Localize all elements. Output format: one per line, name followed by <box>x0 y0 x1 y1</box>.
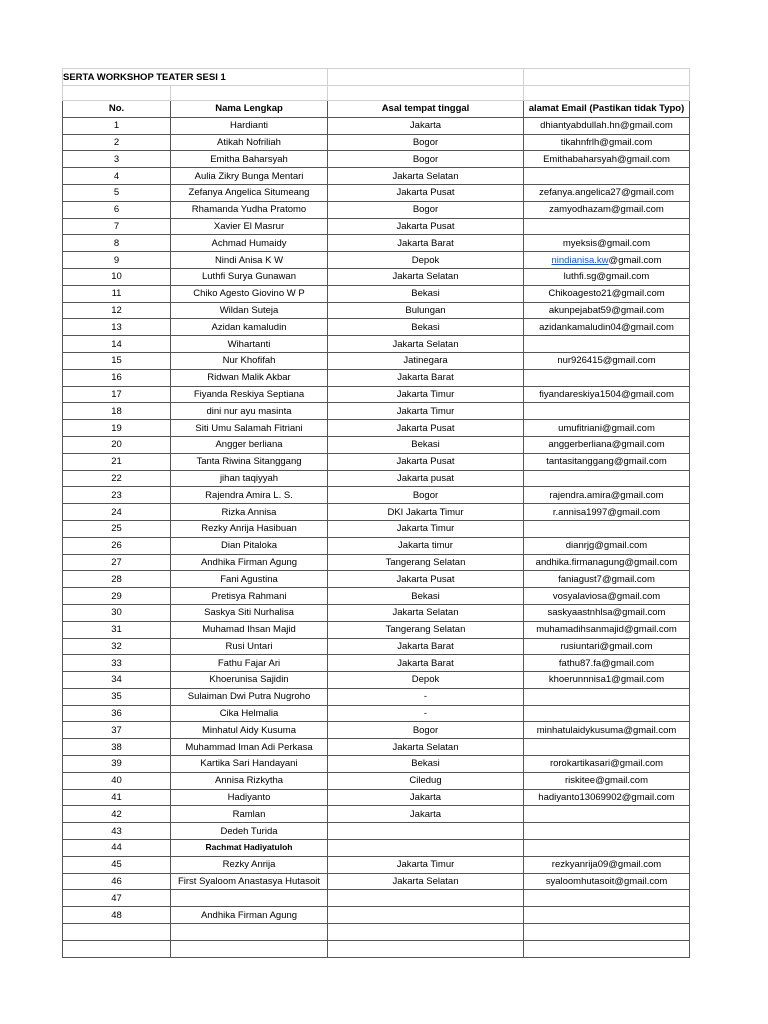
table-row <box>63 621 690 638</box>
cell-no[interactable]: 40 <box>63 772 171 789</box>
cell-no[interactable]: 42 <box>63 806 171 823</box>
table-row <box>63 907 690 924</box>
cell-name[interactable]: Tanta Riwina Sitanggang <box>171 453 328 470</box>
cell-no[interactable]: 48 <box>63 907 171 924</box>
cell-no[interactable]: 9 <box>63 252 171 269</box>
cell-name[interactable]: Rusi Untari <box>171 638 328 655</box>
table-row <box>63 571 690 588</box>
cell-name[interactable]: Fathu Fajar Ari <box>171 655 328 672</box>
table-row <box>63 705 690 722</box>
cell-city[interactable]: Depok <box>328 252 524 269</box>
cell-city[interactable]: Jakarta pusat <box>328 470 524 487</box>
cell-no[interactable]: 29 <box>63 588 171 605</box>
cell-email[interactable] <box>524 806 690 823</box>
table-row <box>63 369 690 386</box>
table-row <box>63 134 690 151</box>
cell-email[interactable]: tikahnfrlh@gmail.com <box>524 134 690 151</box>
cell-no[interactable]: 2 <box>63 134 171 151</box>
cell-email[interactable]: umufitriani@gmail.com <box>524 420 690 437</box>
table-row <box>63 168 690 185</box>
cell-city[interactable]: Jakarta <box>328 789 524 806</box>
empty-cell[interactable] <box>328 86 524 101</box>
cell-email[interactable]: Emithabaharsyah@gmail.com <box>524 151 690 168</box>
cell-city[interactable] <box>328 823 524 840</box>
cell-city[interactable]: - <box>328 688 524 705</box>
cell-no[interactable]: 25 <box>63 520 171 537</box>
cell-no[interactable]: 41 <box>63 789 171 806</box>
cell-no[interactable]: 17 <box>63 386 171 403</box>
cell-no[interactable]: 27 <box>63 554 171 571</box>
cell-city[interactable] <box>328 907 524 924</box>
cell-no[interactable]: 39 <box>63 756 171 773</box>
cell-email[interactable] <box>524 336 690 353</box>
cell-email[interactable]: riskitee@gmail.com <box>524 772 690 789</box>
cell-no[interactable]: 34 <box>63 672 171 689</box>
cell-name[interactable]: Rajendra Amira L. S. <box>171 487 328 504</box>
cell-email[interactable]: syaloomhutasoit@gmail.com <box>524 873 690 890</box>
cell-email[interactable]: tantasitanggang@gmail.com <box>524 453 690 470</box>
cell-no[interactable]: 6 <box>63 201 171 218</box>
email-domain: @gmail.com <box>608 254 662 266</box>
table-row <box>63 487 690 504</box>
table-row <box>63 840 690 857</box>
cell-city[interactable]: Jakarta Pusat <box>328 184 524 201</box>
cell-city[interactable]: Jakarta Pusat <box>328 218 524 235</box>
cell-name[interactable]: Wihartanti <box>171 336 328 353</box>
table-row <box>63 319 690 336</box>
cell-name[interactable]: Dedeh Turida <box>171 823 328 840</box>
cell-no[interactable]: 5 <box>63 184 171 201</box>
cell-city[interactable]: Jakarta Selatan <box>328 336 524 353</box>
table-row <box>63 268 690 285</box>
cell-city[interactable]: Jakarta Pusat <box>328 453 524 470</box>
cell-email[interactable]: rezkyanrija09@gmail.com <box>524 856 690 873</box>
cell-no[interactable]: 15 <box>63 352 171 369</box>
table-row <box>63 420 690 437</box>
table-row <box>63 940 690 957</box>
cell-name[interactable]: Cika Helmalia <box>171 705 328 722</box>
cell-no[interactable]: 21 <box>63 453 171 470</box>
table-row <box>63 823 690 840</box>
cell-name[interactable]: Achmad Humaidy <box>171 235 328 252</box>
cell-email[interactable] <box>524 218 690 235</box>
cell-email[interactable] <box>524 924 690 941</box>
cell-name[interactable] <box>171 924 328 941</box>
empty-cell[interactable] <box>171 86 328 101</box>
cell-email[interactable]: akunpejabat59@gmail.com <box>524 302 690 319</box>
cell-no[interactable]: 46 <box>63 873 171 890</box>
cell-city[interactable]: Jakarta timur <box>328 537 524 554</box>
cell-no[interactable]: 28 <box>63 571 171 588</box>
cell-email[interactable] <box>524 890 690 907</box>
cell-no[interactable]: 14 <box>63 336 171 353</box>
email-hyperlink[interactable]: nindianisa.kw <box>551 254 609 266</box>
cell-email[interactable] <box>524 823 690 840</box>
cell-email[interactable] <box>524 168 690 185</box>
header-row <box>63 101 690 118</box>
table-row <box>63 772 690 789</box>
cell-no[interactable]: 47 <box>63 890 171 907</box>
cell-email[interactable]: rusiuntari@gmail.com <box>524 638 690 655</box>
cell-name[interactable]: Hardianti <box>171 117 328 134</box>
table-row <box>63 806 690 823</box>
cell-name[interactable]: Emitha Baharsyah <box>171 151 328 168</box>
cell-city[interactable] <box>328 940 524 957</box>
cell-name[interactable]: Ridwan Malik Akbar <box>171 369 328 386</box>
cell-email[interactable] <box>524 907 690 924</box>
cell-no[interactable]: 22 <box>63 470 171 487</box>
cell-email[interactable]: rajendra.amira@gmail.com <box>524 487 690 504</box>
cell-no[interactable]: 19 <box>63 420 171 437</box>
cell-no[interactable]: 3 <box>63 151 171 168</box>
cell-name[interactable]: Muhammad Iman Adi Perkasa <box>171 739 328 756</box>
table-row <box>63 655 690 672</box>
empty-cell[interactable] <box>63 86 171 101</box>
empty-cell[interactable] <box>328 69 524 86</box>
cell-email[interactable]: myeksis@gmail.com <box>524 235 690 252</box>
cell-no[interactable]: 36 <box>63 705 171 722</box>
cell-name[interactable]: Kartika Sari Handayani <box>171 756 328 773</box>
cell-email[interactable]: r.annisa1997@gmail.com <box>524 504 690 521</box>
table-row <box>63 504 690 521</box>
cell-email[interactable] <box>524 470 690 487</box>
cell-city[interactable]: Bekasi <box>328 588 524 605</box>
cell-name[interactable]: Chiko Agesto Giovino W P <box>171 285 328 302</box>
cell-no[interactable] <box>63 924 171 941</box>
cell-name[interactable]: Atikah Nofriliah <box>171 134 328 151</box>
table-row <box>63 117 690 134</box>
cell-city[interactable]: Jakarta Selatan <box>328 268 524 285</box>
cell-city[interactable]: DKI Jakarta Timur <box>328 504 524 521</box>
cell-city[interactable]: Jakarta Selatan <box>328 604 524 621</box>
cell-name[interactable]: Nur Khofifah <box>171 352 328 369</box>
table-row <box>63 470 690 487</box>
cell-city[interactable]: Jakarta Selatan <box>328 739 524 756</box>
cell-no[interactable]: 11 <box>63 285 171 302</box>
cell-name[interactable]: Ramlan <box>171 806 328 823</box>
cell-no[interactable]: 43 <box>63 823 171 840</box>
cell-email[interactable] <box>524 252 690 269</box>
table-row <box>63 386 690 403</box>
cell-city[interactable]: Jakarta Barat <box>328 369 524 386</box>
cell-name[interactable]: Luthfi Surya Gunawan <box>171 268 328 285</box>
cell-email[interactable]: dhiantyabdullah.hn@gmail.com <box>524 117 690 134</box>
cell-name[interactable]: Aulia Zikry Bunga Mentari <box>171 168 328 185</box>
cell-email[interactable]: hadiyanto13069902@gmail.com <box>524 789 690 806</box>
cell-city[interactable]: Jakarta Selatan <box>328 168 524 185</box>
cell-name[interactable]: dini nur ayu masinta <box>171 403 328 420</box>
cell-no[interactable]: 38 <box>63 739 171 756</box>
participant-sheet <box>62 68 690 958</box>
table-row <box>63 352 690 369</box>
table-row <box>63 722 690 739</box>
cell-email[interactable]: saskyaastnhlsa@gmail.com <box>524 604 690 621</box>
cell-city[interactable]: Ciledug <box>328 772 524 789</box>
cell-no[interactable]: 16 <box>63 369 171 386</box>
cell-email[interactable]: andhika.firmanagung@gmail.com <box>524 554 690 571</box>
cell-name[interactable]: Sulaiman Dwi Putra Nugroho <box>171 688 328 705</box>
cell-city[interactable]: Jakarta Timur <box>328 856 524 873</box>
cell-city[interactable]: Jakarta Pusat <box>328 571 524 588</box>
cell-city[interactable]: Bogor <box>328 201 524 218</box>
cell-no[interactable]: 4 <box>63 168 171 185</box>
cell-name[interactable]: Angger berliana <box>171 436 328 453</box>
cell-city[interactable]: Bogor <box>328 134 524 151</box>
cell-email[interactable]: dianrjg@gmail.com <box>524 537 690 554</box>
cell-no[interactable]: 44 <box>63 840 171 857</box>
table-row <box>63 285 690 302</box>
cell-email[interactable] <box>524 520 690 537</box>
table-row <box>63 688 690 705</box>
cell-email[interactable]: zamyodhazam@gmail.com <box>524 201 690 218</box>
cell-name[interactable]: Rhamanda Yudha Pratomo <box>171 201 328 218</box>
table-row <box>63 739 690 756</box>
cell-no[interactable]: 8 <box>63 235 171 252</box>
header-city[interactable]: Asal tempat tinggal <box>328 101 524 118</box>
cell-city[interactable]: Jakarta Timur <box>328 520 524 537</box>
cell-email[interactable]: zefanya.angelica27@gmail.com <box>524 184 690 201</box>
cell-no[interactable]: 45 <box>63 856 171 873</box>
cell-name[interactable]: Dian Pitaloka <box>171 537 328 554</box>
cell-no[interactable]: 26 <box>63 537 171 554</box>
cell-city[interactable]: Jakarta Pusat <box>328 420 524 437</box>
cell-city[interactable]: Bogor <box>328 487 524 504</box>
cell-name[interactable]: Xavier El Masrur <box>171 218 328 235</box>
cell-name[interactable]: Wildan Suteja <box>171 302 328 319</box>
cell-no[interactable]: 23 <box>63 487 171 504</box>
cell-email[interactable]: minhatulaidykusuma@gmail.com <box>524 722 690 739</box>
empty-cell[interactable] <box>524 86 690 101</box>
table-row <box>63 218 690 235</box>
cell-name[interactable]: Zefanya Angelica Situmeang <box>171 184 328 201</box>
cell-name[interactable]: Azidan kamaludin <box>171 319 328 336</box>
cell-name[interactable]: Siti Umu Salamah Fitriani <box>171 420 328 437</box>
table-row <box>63 890 690 907</box>
cell-no[interactable]: 37 <box>63 722 171 739</box>
cell-email[interactable] <box>524 705 690 722</box>
table-row <box>63 235 690 252</box>
cell-no[interactable] <box>63 940 171 957</box>
table-row <box>63 201 690 218</box>
cell-no[interactable]: 1 <box>63 117 171 134</box>
cell-city[interactable]: Jakarta Barat <box>328 235 524 252</box>
cell-name[interactable]: Rachmat Hadiyatuloh <box>171 840 328 857</box>
cell-name[interactable]: Rezky Anrija <box>171 856 328 873</box>
table-row <box>63 520 690 537</box>
cell-city[interactable] <box>328 840 524 857</box>
cell-name[interactable] <box>171 940 328 957</box>
cell-email[interactable]: faniagust7@gmail.com <box>524 571 690 588</box>
cell-city[interactable]: Jakarta Barat <box>328 638 524 655</box>
cell-city[interactable]: Jakarta Barat <box>328 655 524 672</box>
cell-email[interactable]: azidankamaludin04@gmail.com <box>524 319 690 336</box>
cell-name[interactable] <box>171 890 328 907</box>
cell-city[interactable]: Jakarta <box>328 806 524 823</box>
cell-email[interactable] <box>524 403 690 420</box>
cell-no[interactable]: 32 <box>63 638 171 655</box>
cell-name[interactable]: Muhamad Ihsan Majid <box>171 621 328 638</box>
cell-email[interactable]: nur926415@gmail.com <box>524 352 690 369</box>
table-row <box>63 672 690 689</box>
cell-name[interactable]: Rizka Annisa <box>171 504 328 521</box>
table-row <box>63 537 690 554</box>
empty-cell[interactable] <box>524 69 690 86</box>
cell-email[interactable]: muhamadihsanmajid@gmail.com <box>524 621 690 638</box>
cell-city[interactable]: Jakarta Timur <box>328 386 524 403</box>
cell-email[interactable]: fiyandareskiya1504@gmail.com <box>524 386 690 403</box>
cell-no[interactable]: 7 <box>63 218 171 235</box>
cell-name[interactable]: Hadiyanto <box>171 789 328 806</box>
cell-city[interactable]: Bulungan <box>328 302 524 319</box>
table-row <box>63 436 690 453</box>
cell-email[interactable]: Chikoagesto21@gmail.com <box>524 285 690 302</box>
cell-email[interactable]: khoerunnnisa1@gmail.com <box>524 672 690 689</box>
table-row <box>63 453 690 470</box>
table-row <box>63 756 690 773</box>
table-row <box>63 252 690 269</box>
cell-city[interactable]: Bekasi <box>328 436 524 453</box>
cell-no[interactable]: 10 <box>63 268 171 285</box>
cell-city[interactable]: - <box>328 705 524 722</box>
cell-city[interactable]: Bekasi <box>328 319 524 336</box>
cell-name[interactable]: Andhika Firman Agung <box>171 554 328 571</box>
cell-email[interactable] <box>524 739 690 756</box>
cell-name[interactable]: Pretisya Rahmani <box>171 588 328 605</box>
table-row <box>63 856 690 873</box>
cell-city[interactable]: Jakarta <box>328 117 524 134</box>
cell-no[interactable]: 20 <box>63 436 171 453</box>
table-row <box>63 588 690 605</box>
cell-name[interactable]: Nindi Anisa K W <box>171 252 328 269</box>
cell-email[interactable]: rorokartikasari@gmail.com <box>524 756 690 773</box>
table-row <box>63 789 690 806</box>
cell-no[interactable]: 30 <box>63 604 171 621</box>
sheet-title[interactable]: SERTA WORKSHOP TEATER SESI 1 <box>63 69 328 86</box>
table-row <box>63 873 690 890</box>
cell-no[interactable]: 12 <box>63 302 171 319</box>
spacer-row <box>63 86 690 101</box>
cell-city[interactable]: Bekasi <box>328 285 524 302</box>
table-row <box>63 151 690 168</box>
cell-email[interactable] <box>524 369 690 386</box>
table-row <box>63 184 690 201</box>
cell-name[interactable]: First Syaloom Anastasya Hutasoit <box>171 873 328 890</box>
table-row <box>63 604 690 621</box>
cell-no[interactable]: 13 <box>63 319 171 336</box>
cell-email[interactable]: luthfi.sg@gmail.com <box>524 268 690 285</box>
cell-city[interactable]: Depok <box>328 672 524 689</box>
table-row <box>63 336 690 353</box>
cell-email[interactable] <box>524 840 690 857</box>
table-row <box>63 403 690 420</box>
cell-name[interactable]: Minhatul Aidy Kusuma <box>171 722 328 739</box>
cell-name[interactable]: Fiyanda Reskiya Septiana <box>171 386 328 403</box>
cell-email[interactable]: anggerberliana@gmail.com <box>524 436 690 453</box>
cell-email[interactable] <box>524 940 690 957</box>
cell-name[interactable]: Khoerunisa Sajidin <box>171 672 328 689</box>
cell-city[interactable] <box>328 924 524 941</box>
cell-city[interactable]: Jakarta Selatan <box>328 873 524 890</box>
cell-email[interactable]: fathu87.fa@gmail.com <box>524 655 690 672</box>
header-name[interactable]: Nama Lengkap <box>171 101 328 118</box>
cell-city[interactable]: Bogor <box>328 722 524 739</box>
cell-city[interactable]: Tangerang Selatan <box>328 621 524 638</box>
cell-name[interactable]: Rezky Anrija Hasibuan <box>171 520 328 537</box>
header-no[interactable]: No. <box>63 101 171 118</box>
cell-city[interactable]: Tangerang Selatan <box>328 554 524 571</box>
cell-name[interactable]: Saskya Siti Nurhalisa <box>171 604 328 621</box>
cell-city[interactable] <box>328 890 524 907</box>
header-email[interactable]: alamat Email (Pastikan tidak Typo) <box>524 101 690 118</box>
cell-city[interactable]: Jakarta Timur <box>328 403 524 420</box>
cell-no[interactable]: 18 <box>63 403 171 420</box>
table-row <box>63 302 690 319</box>
cell-no[interactable]: 24 <box>63 504 171 521</box>
cell-name[interactable]: Annisa Rizkytha <box>171 772 328 789</box>
table-row <box>63 638 690 655</box>
cell-city[interactable]: Jatinegara <box>328 352 524 369</box>
cell-no[interactable]: 31 <box>63 621 171 638</box>
title-row <box>63 69 690 86</box>
cell-email[interactable]: vosyalaviosa@gmail.com <box>524 588 690 605</box>
cell-city[interactable]: Bogor <box>328 151 524 168</box>
cell-no[interactable]: 35 <box>63 688 171 705</box>
cell-name[interactable]: Andhika Firman Agung <box>171 907 328 924</box>
cell-email[interactable] <box>524 688 690 705</box>
table-row <box>63 554 690 571</box>
cell-name[interactable]: jihan taqiyyah <box>171 470 328 487</box>
table-row <box>63 924 690 941</box>
cell-name[interactable]: Fani Agustina <box>171 571 328 588</box>
cell-city[interactable]: Bekasi <box>328 756 524 773</box>
cell-no[interactable]: 33 <box>63 655 171 672</box>
